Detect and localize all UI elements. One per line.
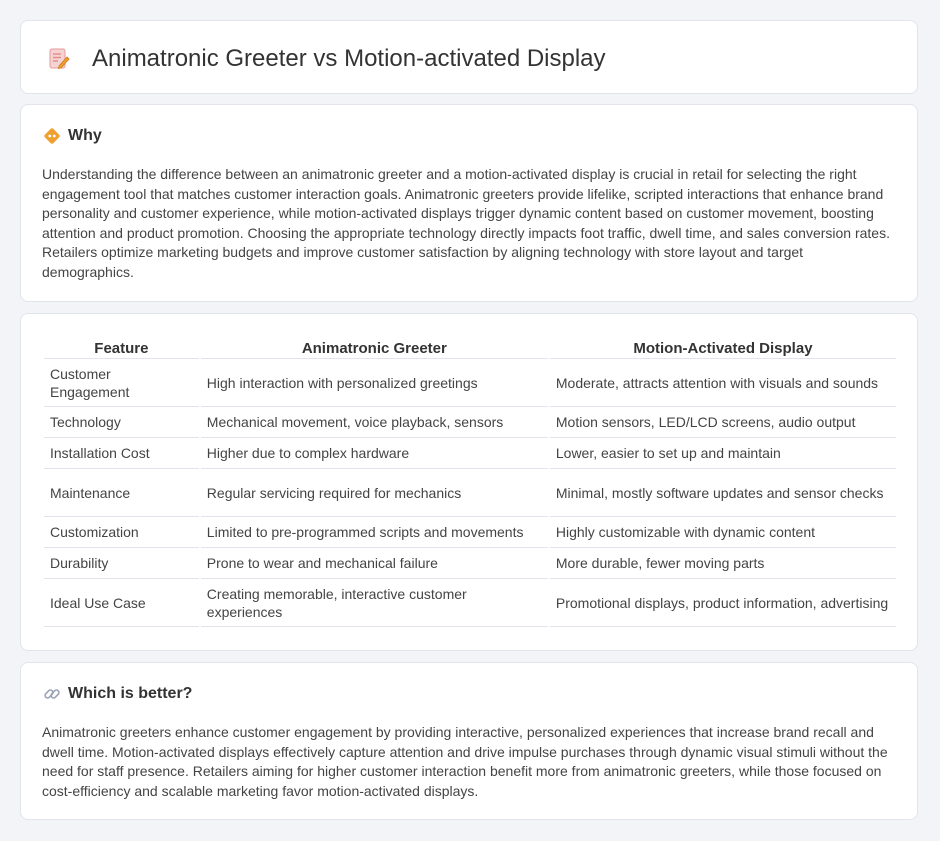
title-card	[20, 20, 918, 94]
table-row	[44, 517, 896, 548]
display-cell: Motion sensors, LED/LCD screens, audio output	[550, 407, 896, 438]
feature-cell: Maintenance	[44, 469, 199, 517]
page-title: Animatronic Greeter vs Motion-activated Display	[92, 45, 606, 72]
header-feature: Feature	[44, 336, 199, 359]
greeter-cell: Mechanical movement, voice playback, sensors	[201, 407, 548, 438]
header-motion-activated-display: Motion-Activated Display	[550, 336, 896, 359]
greeter-cell: Higher due to complex hardware	[201, 438, 548, 469]
better-heading: Which is better?	[68, 685, 193, 702]
feature-cell: Technology	[44, 407, 199, 438]
table-row	[44, 548, 896, 579]
why-body: Understanding the difference between an animatronic greeter and a motion-activated display is crucial in retail for selecting the right engagement tool that matches customer interaction goals. Animatronic greeters provide lifelike, scripted interactions that enhance brand personality and customer experience, while motion-activated displays trigger dynamic content based on customer movement, boosting attention and product promotion. Choosing the appropriate technology directly impacts foot traffic, dwell time, and sales conversion rates. Retailers optimize marketing budgets and improve customer satisfaction by aligning technology with store layout and target demographics.	[42, 166, 890, 280]
table-row	[44, 438, 896, 469]
why-heading: Why	[68, 127, 102, 144]
display-cell: Highly customizable with dynamic content	[550, 517, 896, 548]
greeter-cell: Limited to pre-programmed scripts and movements	[201, 517, 548, 548]
header-animatronic-greeter: Animatronic Greeter	[201, 336, 548, 359]
table-row	[44, 407, 896, 438]
feature-cell: Ideal Use Case	[44, 579, 199, 627]
feature-cell: Customer Engagement	[44, 359, 199, 407]
display-cell: Minimal, mostly software updates and sensor checks	[550, 469, 896, 517]
table-row	[44, 469, 896, 517]
feature-cell: Durability	[44, 548, 199, 579]
table-header-row	[44, 336, 896, 359]
greeter-cell: Regular servicing required for mechanics	[201, 469, 548, 517]
which-better-section	[20, 662, 918, 820]
why-header	[43, 125, 102, 147]
comparison-section	[20, 313, 918, 651]
link-icon	[43, 685, 61, 703]
display-cell: Promotional displays, product information, advertising	[550, 579, 896, 627]
table-row	[44, 579, 896, 627]
greeter-cell: High interaction with personalized greetings	[201, 359, 548, 407]
better-header	[43, 683, 192, 705]
display-cell: Lower, easier to set up and maintain	[550, 438, 896, 469]
comparison-table	[42, 336, 898, 627]
feature-cell: Customization	[44, 517, 199, 548]
feature-cell: Installation Cost	[44, 438, 199, 469]
greeter-cell: Prone to wear and mechanical failure	[201, 548, 548, 579]
better-body: Animatronic greeters enhance customer engagement by providing interactive, personalized experiences that increase brand recall and dwell time. Motion-activated displays effectively capture attention and drive impulse purchases through dynamic visual stimuli without the need for staff presence. Retailers aiming for higher customer interaction benefit more from animatronic greeters, while those focused on cost-efficiency and scalable marketing favor motion-activated displays.	[42, 724, 888, 799]
greeter-cell: Creating memorable, interactive customer experiences	[201, 579, 548, 627]
display-cell: More durable, fewer moving parts	[550, 548, 896, 579]
why-section	[20, 104, 918, 302]
diamond-warning-icon	[43, 127, 61, 145]
display-cell: Moderate, attracts attention with visuals and sounds	[550, 359, 896, 407]
document-edit-icon	[48, 47, 70, 71]
table-row	[44, 359, 896, 407]
